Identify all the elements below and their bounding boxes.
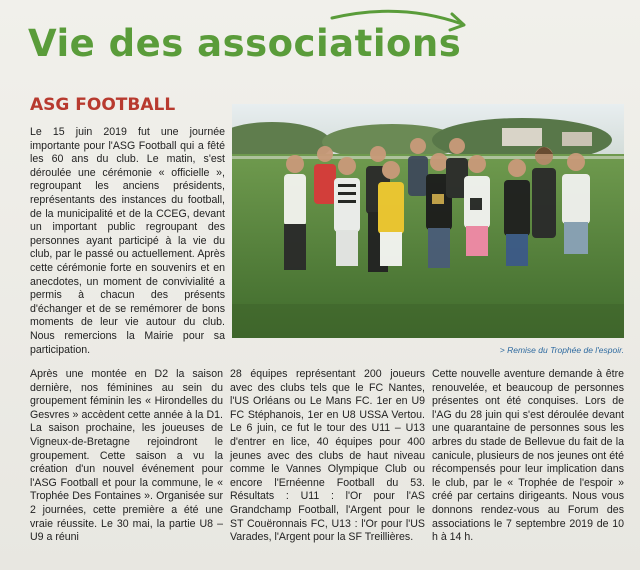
article-paragraph-tournament: 28 équipes représentant 200 joueurs avec des clubs tels que le FC Nantes, l'US Orléans ou Le Mans FC. 1er en U9 FC Stéphanois, 1er en U8 USSA Vertou. Le 6 juin, ce fut le tour des U11 – U13 d'entrer en lice, 40 équipes pour 400 jeunes avec des clubs de haut niveau comme le Vannes Olympique Club ou encore l'Ernéenne Football du 53. Résultats : U11 : l'Or pour l'AS Grandchamp Football, l'Argent pour le ST Couëronnais FC, U13 : l'Or pour l'US Varades, l'Argent pour la SF Treillières. (230, 368, 425, 544)
page-title: Vie des associations (28, 22, 462, 65)
article-heading: ASG FOOTBALL (30, 95, 176, 115)
team-photo (232, 104, 624, 338)
team-photo-illustration (232, 104, 624, 338)
article-paragraph-feminines: Après une montée en D2 la saison dernière, nos féminines au sein du groupement féminin les « Hirondelles du Gesvres » accèdent cette année à la D1. La saison prochaine, les joueuses de Vigneux-de-Bretagne rejoindront le groupement. Cette saison a vu la création d'un nouvel événement pour l'ASG Football et pour la commune, le « Trophée Des Fontaines ». Organisée sur 2 journées, cette première a été une vraie réussite. Le 30 mai, la partie U8 – U9 a réuni (30, 368, 223, 544)
article-intro-paragraph: Le 15 juin 2019 fut une journée importante pour l'ASG Football qui a fêté les 60 ans du club. Le matin, s'est déroulée une cérémonie « officielle », regroupant les anciens présidents, représentants des instances du football, de la municipalité et de la CCEG, devant un important public regroupant des personnes ayant participé à la vie du club, par le passé ou actuellement. Après cette cérémonie forte en souvenirs et en anecdotes, un moment de convivialité a permis à chacun des présents d'échanger et de se remémorer de bons moments de leur vie autour du club. Nous remercions la Mairie pour sa participation. (30, 126, 225, 356)
photo-caption: > Remise du Trophée de l'espoir. (499, 345, 624, 355)
article-paragraph-ag: Cette nouvelle aventure demande à être renouvelée, et beaucoup de personnes présentes ont été conquises. Lors de l'AG du 28 juin qui s'est déroulée devant une quarantaine de personnes sous les arbres du stade de Bellevue du fait de la canicule, plusieurs de nos jeunes ont été récompensés pour leur implication dans le club, par le « Trophée de l'espoir » créé par certains dirigeants. Nous vous donnons rendez-vous au Forum des associations le 7 septembre 2019 de 10 h à 14 h. (432, 368, 624, 544)
